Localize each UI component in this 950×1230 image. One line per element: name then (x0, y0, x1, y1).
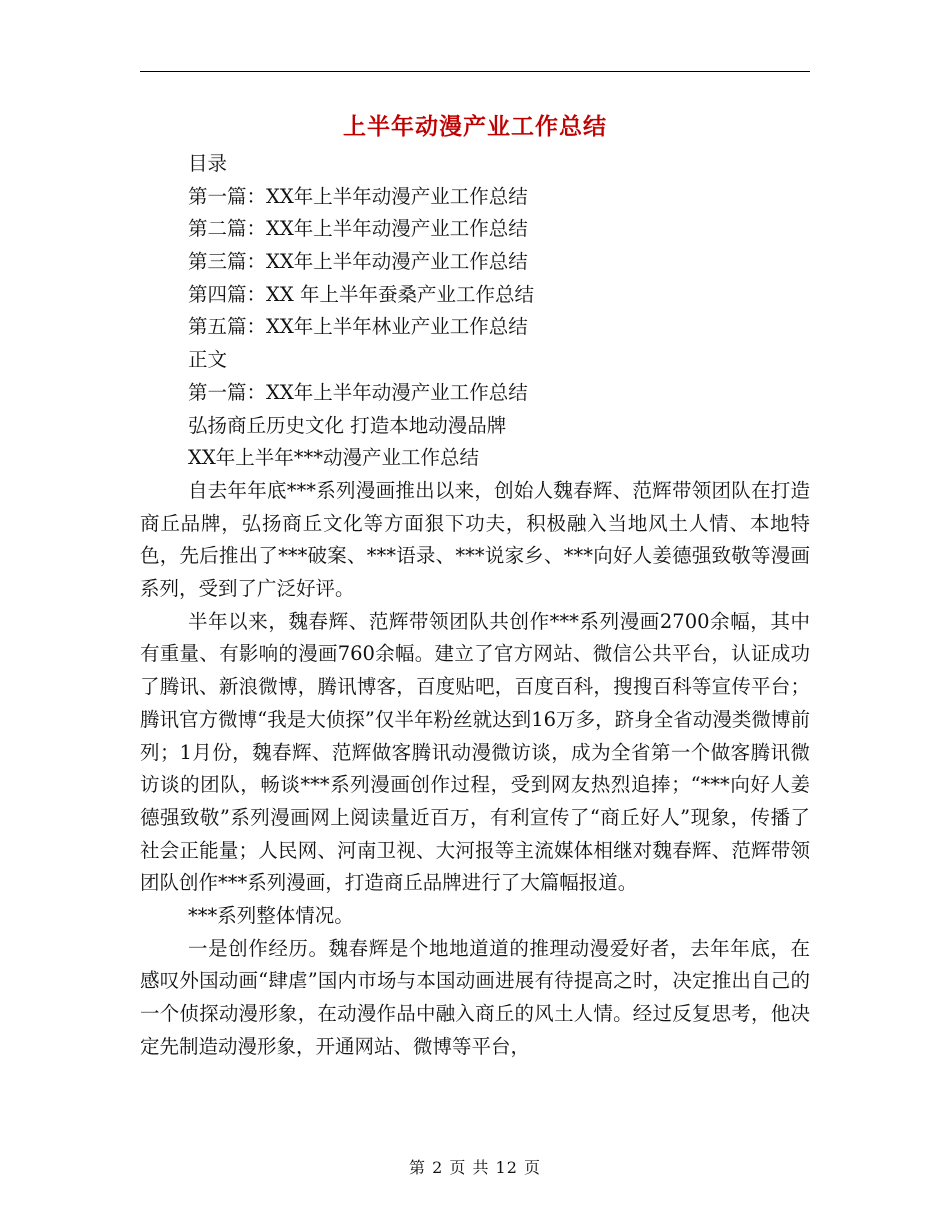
toc-item: 第三篇：XX年上半年动漫产业工作总结 (188, 250, 528, 274)
toc-item: 第四篇：XX 年上半年蚕桑产业工作总结 (188, 282, 534, 306)
body-heading: 正文 (188, 348, 228, 372)
paragraph: 半年以来，魏春辉、范辉带领团队共创作***系列漫画2700余幅，其中有重量、有影响的漫画760余幅。建立了官方网站、微信公共平台，认证成功了腾讯、新浪微博，腾讯博客，百度贴吧，百度百科，搜搜百科等宣传平台；腾讯官方微博“我是大侦探”仅半年粉丝就达到16万多，跻身全省动漫类微博前列；1月份，魏春辉、范辉做客腾讯动漫微访谈，成为全省第一个做客腾讯微访谈的团队，畅谈***系列漫画创作过程，受到网友热烈追捧；“***向好人姜德强致敬”系列漫画网上阅读量近百万，有利宣传了“商丘好人”现象，传播了社会正能量；人民网、河南卫视、大河报等主流媒体相继对魏春辉、范辉带领团队创作***系列漫画，打造商丘品牌进行了大篇幅报道。 (140, 609, 810, 895)
header-rule (140, 71, 810, 72)
article-subtitle: 弘扬商丘历史文化 打造本地动漫品牌 (188, 413, 507, 437)
toc-item: 第一篇：XX年上半年动漫产业工作总结 (188, 184, 528, 208)
page-number: 第 2 页 共 12 页 (409, 1158, 541, 1177)
paragraph: 一是创作经历。魏春辉是个地地道道的推理动漫爱好者，去年年底，在感叹外国动画“肆虐”国内市场与本国动画进展有待提高之时，决定推出自己的一个侦探动漫形象，在动漫作品中融入商丘的风土人情。经过反复思考，他决定先制造动漫形象，开通网站、微博等平台， (140, 936, 810, 1058)
article-title: 第一篇：XX年上半年动漫产业工作总结 (188, 380, 528, 404)
toc-item: 第五篇：XX年上半年林业产业工作总结 (188, 315, 528, 339)
toc-item: 第二篇：XX年上半年动漫产业工作总结 (188, 217, 528, 241)
paragraph: ***系列整体情况。 (188, 904, 354, 928)
document-body (140, 148, 810, 1064)
toc-heading: 目录 (188, 152, 228, 175)
paragraph: 自去年年底***系列漫画推出以来，创始人魏春辉、范辉带领团队在打造商丘品牌，弘扬商丘文化等方面狠下功夫，积极融入当地风土人情、本地特色，先后推出了***破案、***语录、***说家乡、***向好人姜德强致敬等漫画系列，受到了广泛好评。 (140, 478, 810, 600)
document-title: 上半年动漫产业工作总结 (343, 114, 607, 140)
article-subtitle-2: XX年上半年***动漫产业工作总结 (188, 446, 480, 470)
